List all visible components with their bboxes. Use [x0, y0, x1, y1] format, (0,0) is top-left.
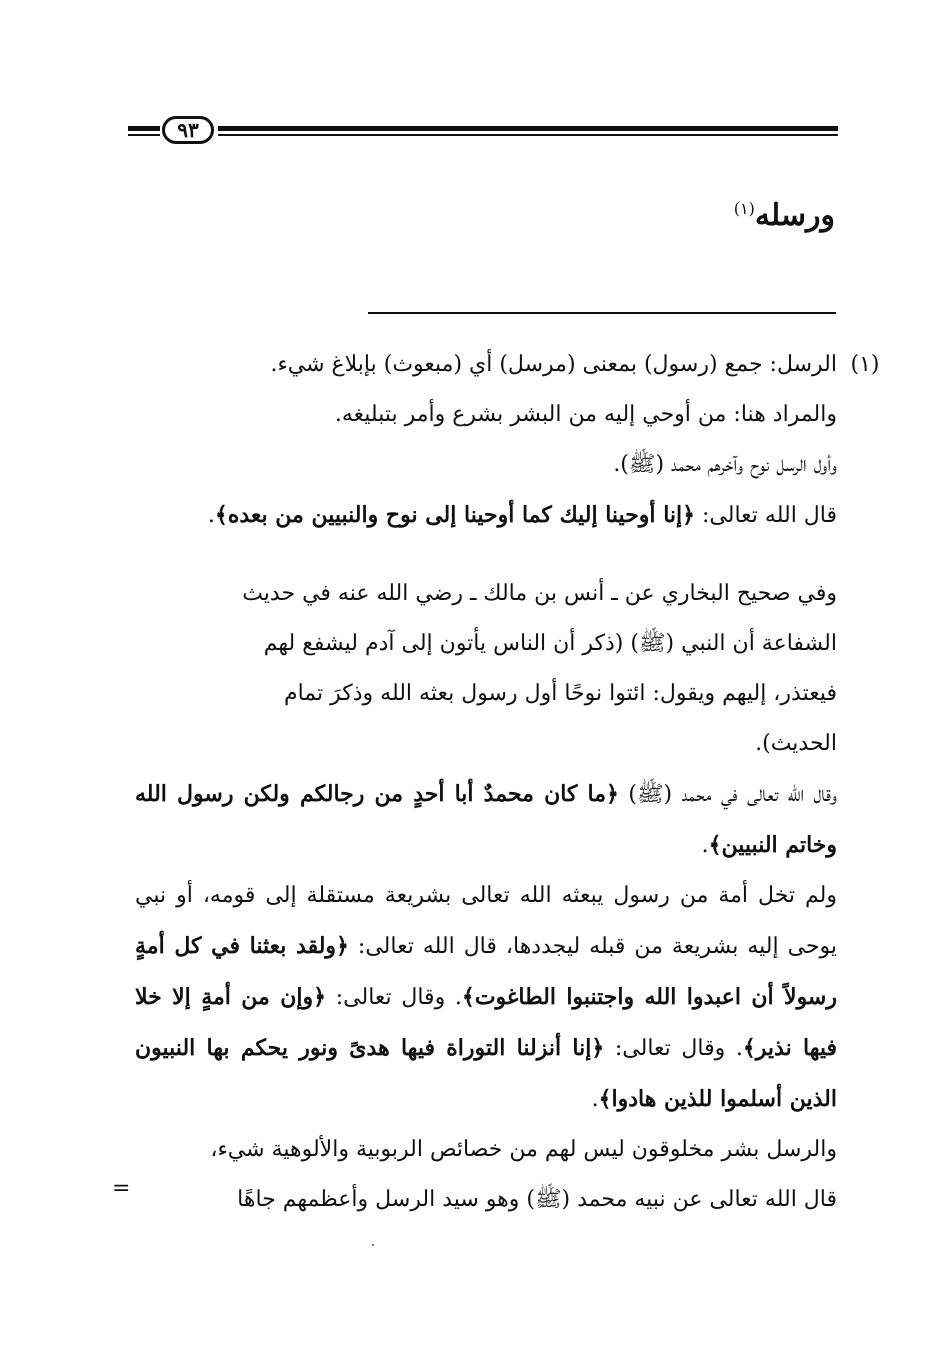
footnote-paragraph: [135, 769, 837, 871]
footnote-line: وأول الرسل نوح وآخرهم محمد (ﷺ).: [613, 452, 837, 477]
footnote-line: الشفاعة أن النبي (ﷺ) (ذكر أن الناس يأتون إلى آدم ليشفع لهم: [263, 631, 837, 656]
header-rule-short-thin: [128, 134, 160, 136]
footnote-marker: (١): [850, 352, 880, 377]
continuation-mark: =: [112, 1176, 131, 1201]
header-rule-short: [128, 126, 160, 131]
quran-quote: ﴿إنا أوحينا إليك كما أوحينا إلى نوح والنبيين من بعده﴾: [214, 502, 696, 528]
header-rule: [218, 126, 838, 131]
footnote-line: والرسل بشر مخلوقون ليس لهم من خصائص الربوبية والألوهية شيء،: [210, 1137, 837, 1162]
footnote-text: .: [207, 503, 215, 528]
footnote-text: . وقال تعالى:: [604, 1036, 743, 1061]
footnote-line: الحديث).: [755, 731, 837, 756]
footnote-line: فيعتذر، إليهم ويقول: ائتوا نوحًا أول رسول بعثه الله وذكرَ تمام: [283, 681, 837, 706]
footnote-reference: (١): [733, 199, 755, 218]
quran-quote: ﴿إنا أنزلنا التوراة فيها هدىً ونور يحكم بها النبيون الذين أسلموا للذين هادوا﴾: [135, 1035, 837, 1112]
footnote-line: قال الله تعالى عن نبيه محمد (ﷺ) وهو سيد الرسل وأعظمهم جاهًا: [237, 1187, 837, 1212]
footnote-separator: [368, 312, 836, 314]
header-rule-thin: [218, 134, 838, 136]
quran-quote: ﴿وإن من أمةٍ إلا خلا فيها نذير﴾: [135, 984, 838, 1061]
footnote-text: .: [591, 1087, 599, 1112]
quran-quote: ﴿ما كان محمدٌ أبا أحدٍ من رجالكم ولكن رسول الله وخاتم النبيين﴾: [135, 781, 837, 858]
footnote-line: الرسل: جمع (رسول) بمعنى (مرسل) أي (مبعوث) بإبلاغ شيء.: [270, 352, 837, 377]
footnote-block: [135, 340, 880, 1225]
page-number: ٩٣: [162, 116, 214, 144]
paragraph-gap: [135, 541, 837, 569]
footnote-text: قال الله تعالى:: [695, 503, 837, 528]
quran-quote: ﴿ولقد بعثنا في كل أمةٍ رسولاً أن اعبدوا الله واجتنبوا الطاغوت﴾: [135, 933, 837, 1010]
speck: [372, 1244, 374, 1246]
footnote-text: . وقال تعالى:: [326, 985, 462, 1010]
footnote-line: والمراد هنا: من أوحي إليه من البشر بشرع وأمر بتبليغه.: [334, 402, 837, 427]
footnote-text: وقال الله تعالى في محمد (ﷺ): [618, 782, 837, 807]
main-text-word: ورسله: [754, 198, 835, 233]
footnote-paragraph: [135, 871, 837, 1125]
footnote-text: .: [701, 833, 709, 858]
footnote-line: وفي صحيح البخاري عن ـ أنس بن مالك ـ رضي الله عنه في حديث: [242, 581, 837, 606]
footnote-text: ولم تخل أمة من رسول يبعثه الله تعالى بشريعة مستقلة إلى قومه، أو نبي يوحى إليه بشريعة من قبله ليجددها، قال الله تعالى:: [135, 883, 838, 959]
footnote-paragraph: [135, 490, 837, 541]
main-text: [734, 198, 835, 233]
